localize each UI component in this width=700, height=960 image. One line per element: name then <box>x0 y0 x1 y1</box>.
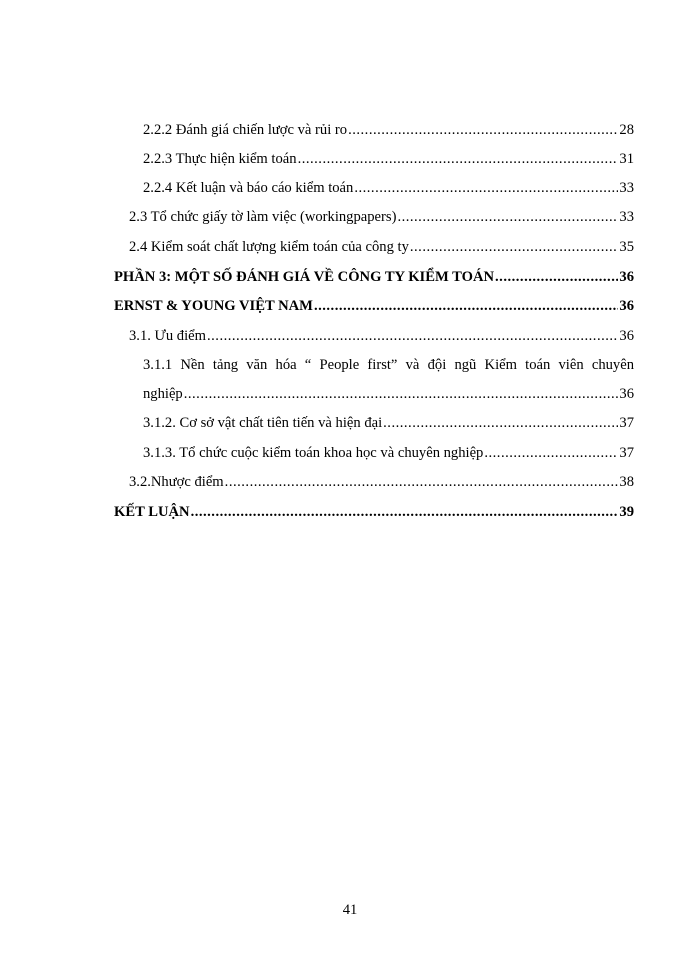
toc-entry-3-1-2[interactable] <box>143 412 634 434</box>
toc-page-number: 39 <box>619 504 634 520</box>
page-number: 41 <box>342 902 358 918</box>
toc-dot-leader <box>495 266 618 288</box>
toc-entry-3-1-1-line-1[interactable]: 3.1.1 Nền tảng văn hóa “ People first” và đội ngũ Kiểm toán viên chuyên <box>143 357 634 373</box>
toc-entry-title: 3.1.3. Tổ chức cuộc kiểm toán khoa học và chuyên nghiệp <box>143 445 484 461</box>
toc-dot-leader <box>225 471 619 493</box>
toc-entry-title: 3.1.2. Cơ sở vật chất tiên tiến và hiện đại <box>143 415 383 431</box>
toc-page-number: 33 <box>619 180 634 196</box>
toc-page-number: 36 <box>619 269 634 285</box>
toc-entry-3-1-3[interactable] <box>143 442 634 464</box>
toc-entry-title: KẾT LUẬN <box>114 504 190 520</box>
toc-entry-title: 2.3 Tổ chức giấy tờ làm việc (workingpapers) <box>129 209 397 225</box>
toc-entry-title: 3.2.Nhược điểm <box>129 474 224 490</box>
toc-dot-leader <box>298 148 619 170</box>
toc-entry-title: 2.2.2 Đánh giá chiến lược và rủi ro <box>143 122 348 138</box>
toc-entry-2-2-4[interactable] <box>143 177 634 199</box>
toc-dot-leader <box>191 501 619 523</box>
toc-dot-leader <box>184 383 619 405</box>
toc-page-number: 35 <box>619 239 634 255</box>
toc-entry-2-3[interactable] <box>129 206 634 228</box>
toc-entry-title: ERNST & YOUNG VIỆT NAM <box>114 298 313 314</box>
toc-entry-title: 2.2.3 Thực hiện kiểm toán <box>143 151 297 167</box>
toc-dot-leader <box>354 177 618 199</box>
toc-entry-title: 3.1. Ưu điểm <box>129 328 206 344</box>
toc-entry-2-4[interactable] <box>129 236 634 258</box>
toc-entry-2-2-3[interactable] <box>143 148 634 170</box>
toc-page-number: 37 <box>619 445 634 461</box>
toc-dot-leader <box>484 442 618 464</box>
toc-entry-title: nghiệp <box>143 386 183 402</box>
toc-dot-leader <box>314 295 618 317</box>
toc-dot-leader <box>410 236 619 258</box>
toc-page-number: 37 <box>619 415 634 431</box>
toc-page-number: 33 <box>619 209 634 225</box>
toc-entry-title: 2.4 Kiểm soát chất lượng kiểm toán của công ty <box>129 239 409 255</box>
toc-entry-title: PHẦN 3: MỘT SỐ ĐÁNH GIÁ VỀ CÔNG TY KIỂM TOÁN <box>114 269 495 285</box>
toc-entry-part-3-continued[interactable] <box>114 295 634 317</box>
toc-entry-part-3[interactable] <box>114 266 634 288</box>
toc-entry-title: 2.2.4 Kết luận và báo cáo kiểm toán <box>143 180 354 196</box>
toc-page-number: 36 <box>619 298 634 314</box>
toc-dot-leader <box>207 325 618 347</box>
toc-entry-3-2[interactable] <box>129 471 634 493</box>
toc-entry-3-1-1[interactable] <box>143 383 634 405</box>
toc-dot-leader <box>397 206 618 228</box>
toc-dot-leader <box>348 119 618 141</box>
toc-entry-3-1[interactable] <box>129 325 634 347</box>
toc-entry-conclusion[interactable] <box>114 501 634 523</box>
toc-page-number: 36 <box>619 328 634 344</box>
toc-page-number: 38 <box>619 474 634 490</box>
toc-page-number: 31 <box>619 151 634 167</box>
toc-dot-leader <box>383 412 618 434</box>
toc-page-number: 36 <box>619 386 634 402</box>
toc-entry-2-2-2[interactable] <box>143 119 634 141</box>
toc-page-number: 28 <box>619 122 634 138</box>
